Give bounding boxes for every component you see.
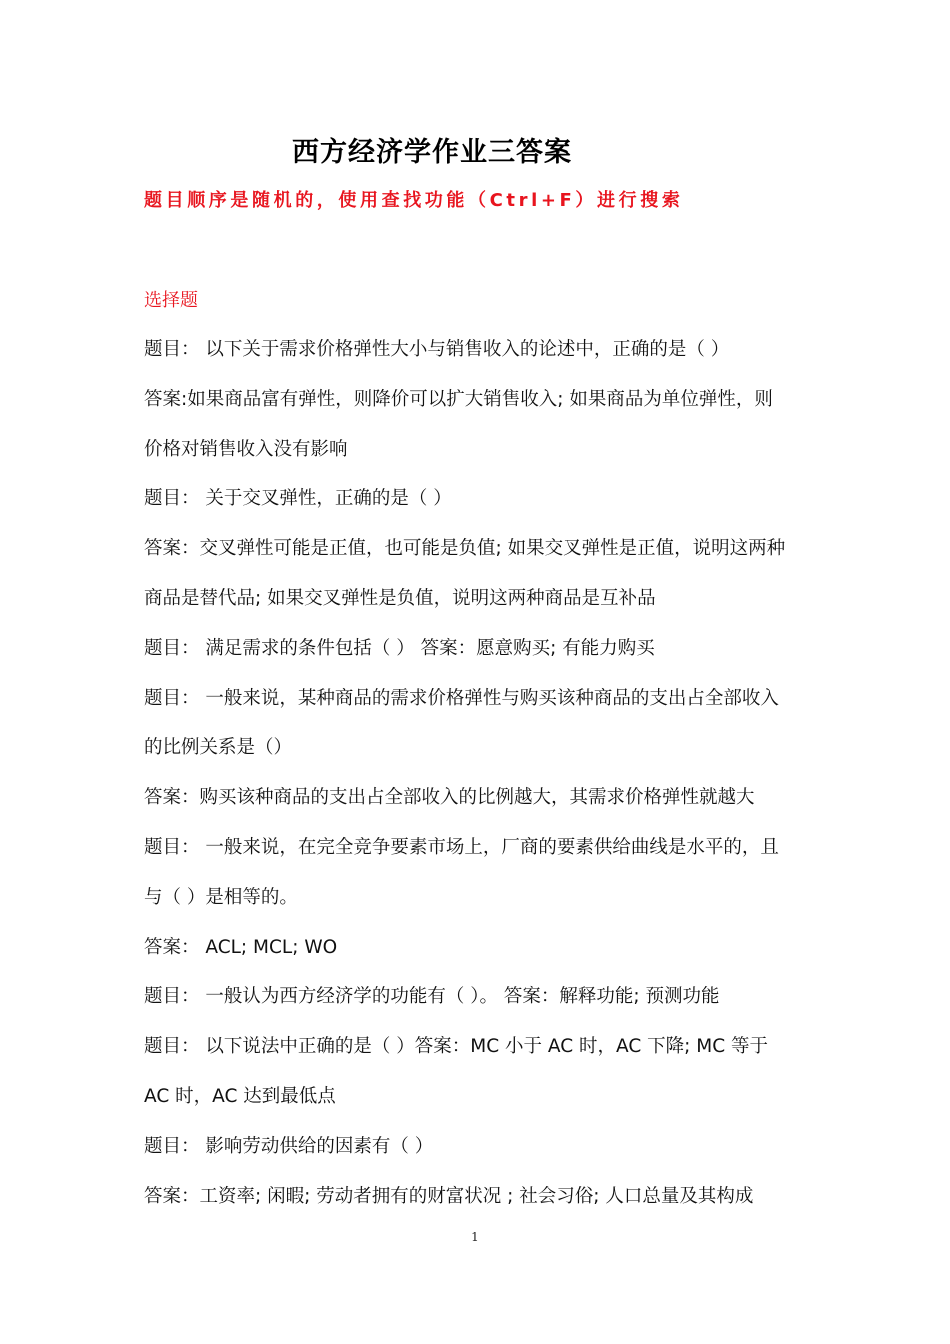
- question-line: 题目： 以下关于需求价格弹性大小与销售收入的论述中，正确的是（ ）: [144, 339, 730, 360]
- answer-line: 答案:如果商品富有弹性，则降价可以扩大销售收入; 如果商品为单位弹性，则: [144, 388, 773, 410]
- qa-list: [144, 336, 814, 1232]
- page-number: 1: [471, 1230, 479, 1244]
- answer-line: 答案：购买该种商品的支出占全部收入的比例越大，其需求价格弹性就越大: [144, 787, 755, 809]
- answer-line: 答案：交叉弹性可能是正值，也可能是负值; 如果交叉弹性是正值，说明这两种: [144, 538, 786, 560]
- document-title: 西方经济学作业三答案: [292, 137, 572, 168]
- question-line: 题目： 一般来说，某种商品的需求价格弹性与购买该种商品的支出占全部收入: [144, 687, 779, 709]
- question-line: 题目： 关于交叉弹性，正确的是（ ）: [144, 488, 452, 510]
- answer-line: 答案： ACL; MCL; WO: [144, 936, 338, 958]
- answer-line: 商品是替代品; 如果交叉弹性是负值，说明这两种商品是互补品: [144, 587, 656, 609]
- question-line: 题目： 一般认为西方经济学的功能有（ ）。 答案：解释功能; 预测功能: [144, 986, 720, 1008]
- question-line: 的比例关系是（）: [144, 737, 293, 759]
- question-line: 题目： 满足需求的条件包括（ ） 答案：愿意购买; 有能力购买: [144, 637, 655, 659]
- section-heading: 选择题: [144, 290, 198, 311]
- question-line: 题目： 影响劳动供给的因素有（ ）: [144, 1135, 434, 1157]
- answer-line: 答案：工资率; 闲暇; 劳动者拥有的财富状况 ; 社会习俗; 人口总量及其构成: [144, 1185, 754, 1207]
- answer-line: AC 时，AC 达到最低点: [144, 1085, 336, 1107]
- search-hint: 题目顺序是随机的，使用查找功能（Ctrl+F）进行搜索: [144, 190, 684, 211]
- question-line: 与（ ）是相等的。: [144, 886, 298, 908]
- question-line: 题目： 一般来说，在完全竞争要素市场上，厂商的要素供给曲线是水平的，且: [144, 836, 779, 858]
- answer-line: 价格对销售收入没有影响: [144, 438, 348, 460]
- question-line: 题目： 以下说法中正确的是（ ）答案：MC 小于 AC 时，AC 下降; MC 等于: [144, 1036, 769, 1058]
